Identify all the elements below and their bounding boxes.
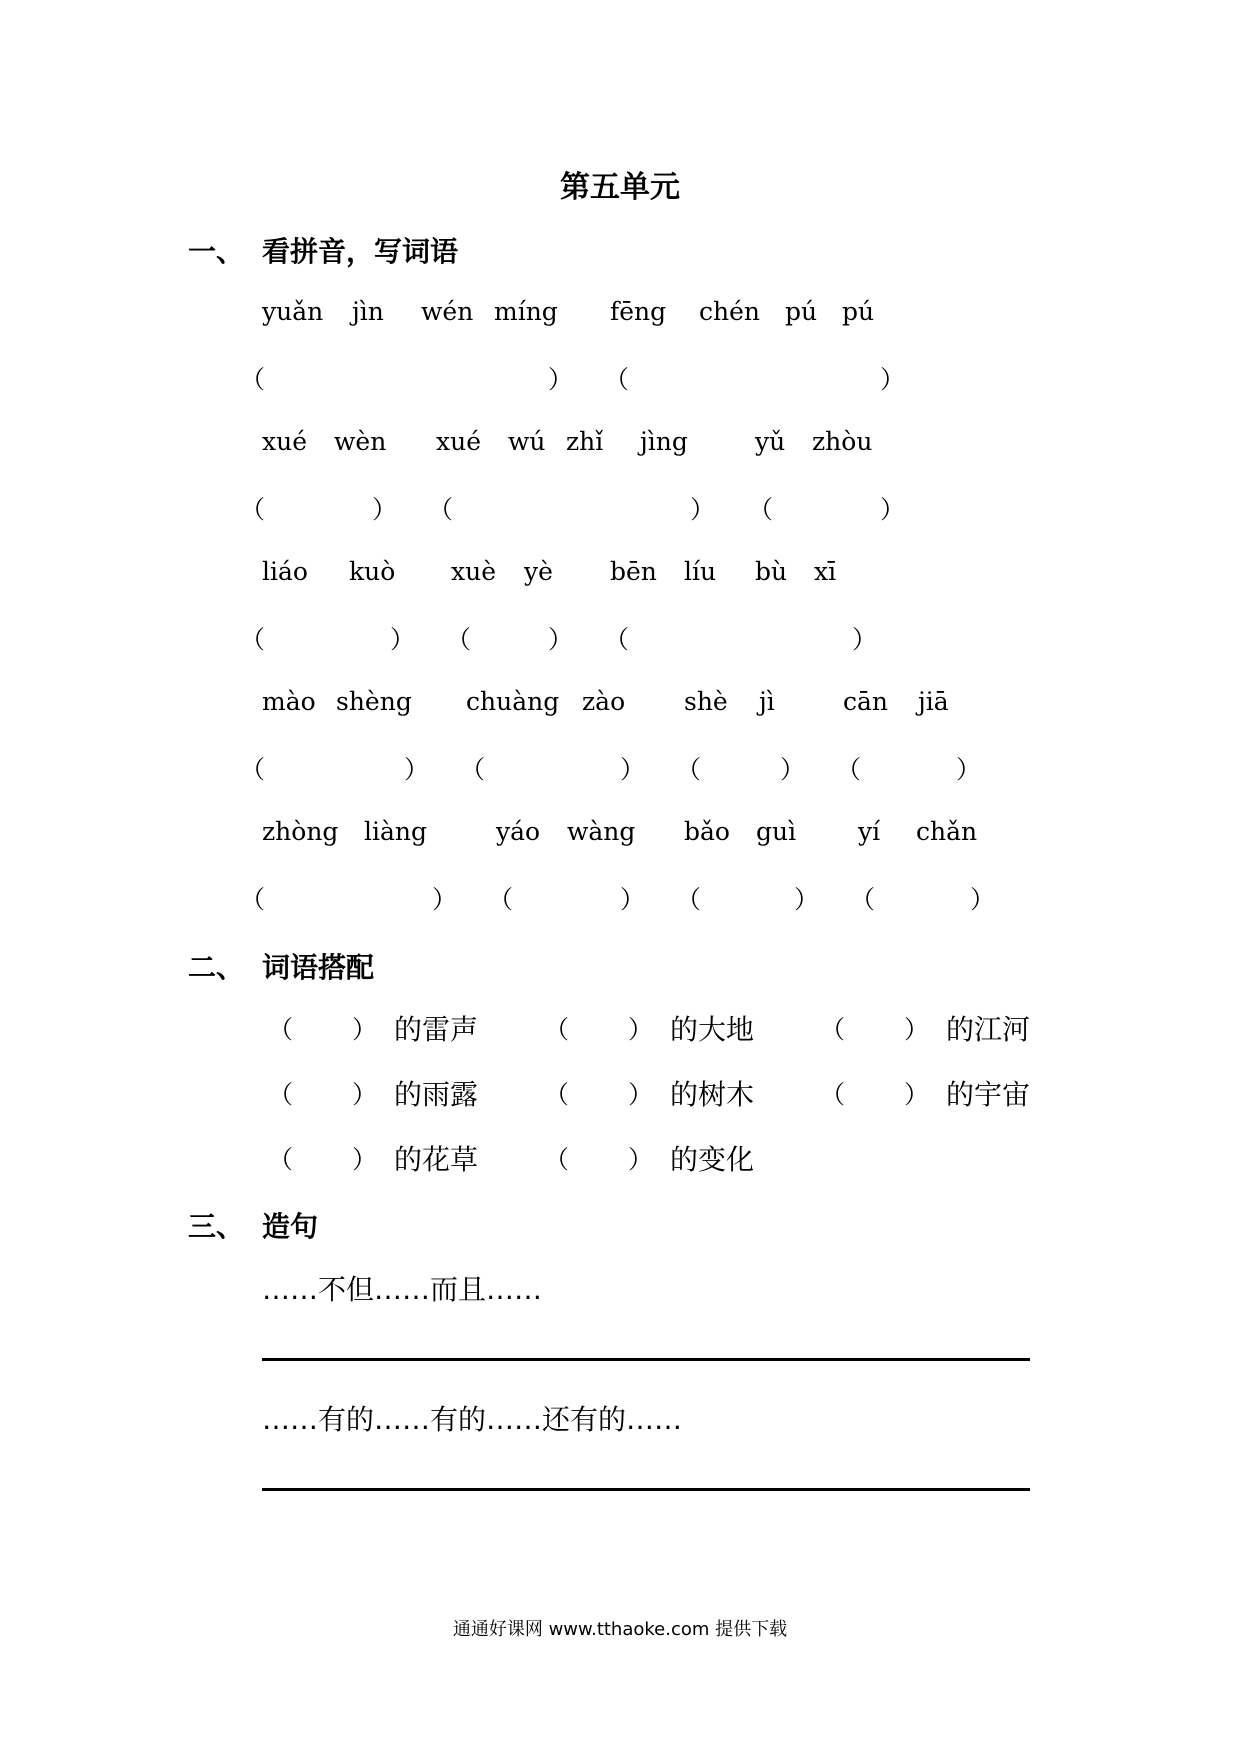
pinyin-syllable: cān xyxy=(843,687,889,716)
section-3-number: 三、 xyxy=(188,1210,245,1243)
pinyin-syllable: liáo xyxy=(262,557,308,586)
match-blank-open: （ xyxy=(544,1015,570,1044)
match-phrase: 的变化 xyxy=(670,1143,755,1176)
match-phrase: 的雨露 xyxy=(394,1078,479,1111)
match-blank-close: ） xyxy=(628,1015,654,1044)
match-phrase: 的大地 xyxy=(670,1013,755,1046)
pinyin-syllable: jìn xyxy=(352,297,384,326)
pinyin-syllable: zhòng xyxy=(262,817,339,846)
pinyin-syllable: pú xyxy=(842,297,875,326)
answer-blank-open: （ xyxy=(488,885,514,914)
pinyin-syllable: chǎn xyxy=(916,817,978,846)
answer-blank-close: ） xyxy=(880,365,906,394)
match-blank-close: ） xyxy=(352,1145,378,1174)
match-blank-close: ） xyxy=(352,1080,378,1109)
answer-blank-close: ） xyxy=(794,885,820,914)
answer-blank-close: ） xyxy=(852,625,878,654)
match-blank-close: ） xyxy=(904,1080,930,1109)
pinyin-syllable: jì xyxy=(759,687,775,716)
match-blank-open: （ xyxy=(544,1080,570,1109)
answer-blank-close: ） xyxy=(620,755,646,784)
pinyin-syllable: mào xyxy=(262,687,316,716)
pinyin-syllable: xué xyxy=(262,427,307,456)
section-2-number: 二、 xyxy=(188,951,245,984)
answer-blank-close: ） xyxy=(620,885,646,914)
answer-blank-open: （ xyxy=(428,495,454,524)
answer-blank-open: （ xyxy=(676,885,702,914)
answer-blank-close: ） xyxy=(372,495,398,524)
pinyin-syllable: bǎo xyxy=(684,817,730,846)
pinyin-syllable: míng xyxy=(494,297,558,326)
answer-blank-close: ） xyxy=(432,885,458,914)
answer-blank-open: （ xyxy=(240,625,266,654)
pinyin-syllable: bēn xyxy=(610,557,657,586)
pinyin-syllable: wèn xyxy=(334,427,387,456)
pinyin-syllable: pú xyxy=(785,297,818,326)
answer-blank-open: （ xyxy=(240,755,266,784)
pinyin-syllable: shè xyxy=(684,687,728,716)
match-blank-close: ） xyxy=(628,1080,654,1109)
answer-blank-close: ） xyxy=(690,495,716,524)
pinyin-syllable: chén xyxy=(699,297,760,326)
section-1-number: 一、 xyxy=(188,235,245,268)
answer-blank-open: （ xyxy=(460,755,486,784)
match-blank-open: （ xyxy=(268,1015,294,1044)
pinyin-syllable: xuè xyxy=(451,557,496,586)
match-blank-open: （ xyxy=(268,1080,294,1109)
section-3-title: 造句 xyxy=(262,1210,319,1243)
pinyin-syllable: yáo xyxy=(496,817,541,846)
pinyin-syllable: liàng xyxy=(364,817,428,846)
section-2-title: 词语搭配 xyxy=(262,951,375,984)
answer-blank-close: ） xyxy=(390,625,416,654)
match-blank-close: ） xyxy=(628,1145,654,1174)
pinyin-syllable: zhǐ xyxy=(566,427,604,456)
answer-blank-close: ） xyxy=(404,755,430,784)
answer-blank-open: （ xyxy=(604,365,630,394)
pinyin-syllable: chuàng xyxy=(466,687,560,716)
pinyin-syllable: zhòu xyxy=(812,427,873,456)
match-blank-close: ） xyxy=(352,1015,378,1044)
match-phrase: 的树木 xyxy=(670,1078,755,1111)
page-title: 第五单元 xyxy=(560,170,680,205)
pinyin-syllable: jiā xyxy=(918,687,949,716)
sentence-prompt-1: ……不但……而且…… xyxy=(262,1273,543,1306)
pinyin-syllable: yí xyxy=(858,817,881,846)
pinyin-syllable: wàng xyxy=(567,817,636,846)
pinyin-syllable: yuǎn xyxy=(262,297,324,326)
pinyin-syllable: bù xyxy=(755,557,788,586)
answer-blank-open: （ xyxy=(446,625,472,654)
answer-blank-open: （ xyxy=(604,625,630,654)
pinyin-syllable: shèng xyxy=(336,687,412,716)
section-1-title: 看拼音，写词语 xyxy=(262,235,459,268)
answer-blank-close: ） xyxy=(970,885,996,914)
match-blank-close: ） xyxy=(904,1015,930,1044)
sentence-prompt-2: ……有的……有的……还有的…… xyxy=(262,1403,683,1436)
pinyin-syllable: zào xyxy=(582,687,626,716)
answer-blank-open: （ xyxy=(676,755,702,784)
match-phrase: 的花草 xyxy=(394,1143,479,1176)
answer-blank-open: （ xyxy=(240,365,266,394)
pinyin-syllable: guì xyxy=(756,817,797,846)
answer-blank-open: （ xyxy=(836,755,862,784)
answer-blank-close: ） xyxy=(780,755,806,784)
pinyin-syllable: fēng xyxy=(610,297,667,326)
match-phrase: 的宇宙 xyxy=(946,1078,1031,1111)
pinyin-syllable: wén xyxy=(421,297,474,326)
pinyin-syllable: kuò xyxy=(349,557,396,586)
match-phrase: 的雷声 xyxy=(394,1013,479,1046)
answer-blank-close: ） xyxy=(548,365,574,394)
answer-line-1[interactable] xyxy=(262,1358,1030,1361)
match-blank-open: （ xyxy=(820,1015,846,1044)
pinyin-syllable: yǔ xyxy=(755,427,786,456)
footer-credit: 通通好课网 www.tthaoke.com 提供下载 xyxy=(452,1619,788,1640)
answer-line-2[interactable] xyxy=(262,1488,1030,1491)
match-phrase: 的江河 xyxy=(946,1013,1031,1046)
pinyin-syllable: xī xyxy=(814,557,837,586)
answer-blank-close: ） xyxy=(956,755,982,784)
pinyin-syllable: jìng xyxy=(640,427,688,456)
pinyin-syllable: wú xyxy=(508,427,546,456)
answer-blank-close: ） xyxy=(548,625,574,654)
match-blank-open: （ xyxy=(544,1145,570,1174)
match-blank-open: （ xyxy=(820,1080,846,1109)
answer-blank-open: （ xyxy=(240,495,266,524)
answer-blank-close: ） xyxy=(880,495,906,524)
pinyin-syllable: líu xyxy=(684,557,717,586)
pinyin-syllable: xué xyxy=(436,427,481,456)
match-blank-open: （ xyxy=(268,1145,294,1174)
answer-blank-open: （ xyxy=(748,495,774,524)
answer-blank-open: （ xyxy=(850,885,876,914)
pinyin-syllable: yè xyxy=(524,557,553,586)
answer-blank-open: （ xyxy=(240,885,266,914)
